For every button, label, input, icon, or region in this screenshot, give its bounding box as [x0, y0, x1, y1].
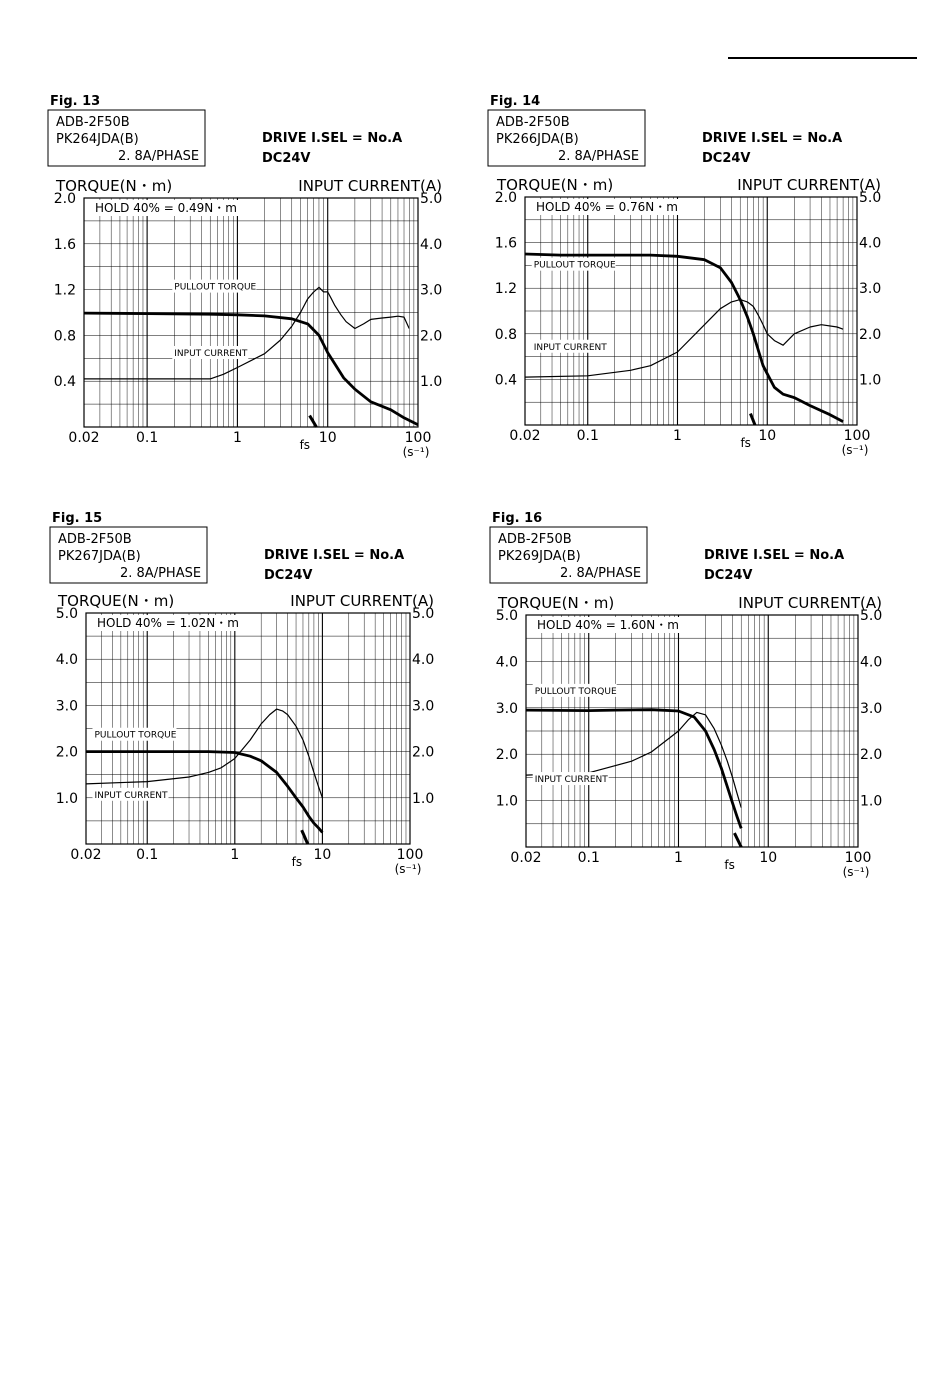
- model-line-part: PK264JDA(B): [56, 132, 139, 147]
- x-tick: 0.02: [509, 428, 541, 444]
- x-tick: 0.02: [68, 430, 100, 446]
- model-line-part: PK266JDA(B): [496, 132, 579, 147]
- y-tick-right: 5.0: [420, 191, 443, 207]
- x-tick: 10: [758, 428, 777, 444]
- supply-voltage: DC24V: [264, 568, 313, 583]
- drive-setting: DRIVE I.SEL = No.A: [702, 131, 843, 146]
- input-current-label: INPUT CURRENT: [94, 790, 168, 801]
- axis-title-current: INPUT CURRENT(A): [738, 594, 882, 612]
- y-tick-right: 1.0: [412, 790, 435, 807]
- y-tick-left: 1.0: [55, 790, 78, 807]
- y-tick-left: 3.0: [55, 698, 78, 715]
- y-tick-left: 3.0: [495, 700, 518, 717]
- x-tick: 10: [759, 850, 778, 866]
- model-line-series: ADB-2F50B: [496, 115, 570, 130]
- fs-label: fs: [291, 855, 303, 869]
- y-tick-right: 3.0: [412, 698, 435, 715]
- y-tick-left: 0.8: [53, 328, 76, 345]
- supply-voltage: DC24V: [704, 568, 753, 583]
- x-unit-label: (s⁻¹): [394, 862, 422, 876]
- y-tick-right: 1.0: [860, 793, 883, 810]
- x-tick: 1: [674, 850, 683, 866]
- model-line-series: ADB-2F50B: [498, 532, 572, 547]
- fs-label: fs: [299, 438, 311, 452]
- drive-setting: DRIVE I.SEL = No.A: [264, 548, 405, 563]
- x-tick: 10: [318, 430, 337, 446]
- hold-torque-label: HOLD 40% = 0.49N・m: [95, 201, 237, 215]
- figure-label: Fig. 16: [492, 511, 543, 526]
- axis-title-current: INPUT CURRENT(A): [737, 176, 881, 194]
- x-tick: 10: [313, 847, 332, 863]
- y-tick-right: 5.0: [860, 608, 883, 624]
- x-tick: 0.1: [576, 428, 599, 444]
- figure-label: Fig. 15: [52, 511, 103, 526]
- input-current-label: INPUT CURRENT: [174, 349, 248, 360]
- x-tick: 1: [232, 430, 242, 446]
- model-line-part: PK267JDA(B): [58, 549, 141, 564]
- x-unit-label: (s⁻¹): [842, 865, 870, 879]
- y-tick-left: 4.0: [55, 652, 78, 669]
- y-tick-left: 2.0: [495, 747, 518, 764]
- fs-label: fs: [724, 858, 735, 872]
- axis-title-torque: TORQUE(N・m): [497, 176, 614, 194]
- axis-title-torque: TORQUE(N・m): [56, 177, 173, 195]
- y-tick-left: 2.0: [53, 191, 76, 207]
- input-current-label: INPUT CURRENT: [533, 342, 607, 353]
- x-tick: 0.02: [70, 847, 102, 863]
- pullout-torque-label: PULLOUT TORQUE: [533, 260, 616, 271]
- model-line-phase: 2. 8A/PHASE: [120, 566, 202, 581]
- x-tick: 0.1: [136, 847, 159, 863]
- x-tick: 100: [843, 428, 871, 444]
- y-tick-right: 2.0: [860, 747, 883, 764]
- y-tick-left: 4.0: [495, 654, 518, 671]
- x-tick: 100: [404, 430, 432, 446]
- y-tick-left: 5.0: [55, 606, 78, 622]
- x-tick: 1: [230, 847, 240, 863]
- y-tick-right: 5.0: [412, 606, 435, 622]
- x-tick: 0.1: [577, 850, 600, 866]
- fs-label: fs: [740, 436, 751, 450]
- y-tick-right: 1.0: [420, 374, 443, 391]
- y-tick-left: 1.6: [53, 236, 76, 253]
- y-tick-right: 3.0: [859, 281, 882, 298]
- x-unit-label: (s⁻¹): [402, 445, 430, 459]
- y-tick-left: 1.0: [495, 793, 518, 810]
- y-tick-left: 5.0: [495, 608, 518, 624]
- model-line-part: PK269JDA(B): [498, 549, 581, 564]
- y-tick-right: 4.0: [412, 652, 435, 669]
- model-line-series: ADB-2F50B: [58, 532, 132, 547]
- y-tick-left: 1.2: [494, 281, 517, 298]
- drive-setting: DRIVE I.SEL = No.A: [704, 548, 845, 563]
- model-line-phase: 2. 8A/PHASE: [558, 149, 640, 164]
- x-unit-label: (s⁻¹): [841, 443, 869, 457]
- y-tick-left: 0.4: [494, 372, 517, 389]
- x-tick: 0.02: [510, 850, 542, 866]
- x-tick: 100: [396, 847, 424, 863]
- x-tick: 0.1: [135, 430, 159, 446]
- model-line-phase: 2. 8A/PHASE: [118, 149, 200, 164]
- y-tick-right: 3.0: [860, 700, 883, 717]
- hold-torque-label: HOLD 40% = 0.76N・m: [536, 200, 678, 214]
- y-tick-right: 2.0: [412, 744, 435, 761]
- y-tick-right: 4.0: [859, 235, 882, 252]
- axis-title-current: INPUT CURRENT(A): [290, 592, 434, 610]
- y-tick-right: 3.0: [420, 282, 443, 299]
- y-tick-right: 2.0: [420, 328, 443, 345]
- x-tick: 100: [844, 850, 872, 866]
- supply-voltage: DC24V: [702, 151, 751, 166]
- hold-torque-label: HOLD 40% = 1.60N・m: [537, 618, 679, 632]
- y-tick-right: 4.0: [420, 236, 443, 253]
- y-tick-right: 2.0: [859, 326, 882, 343]
- figure-label: Fig. 14: [490, 94, 541, 109]
- y-tick-right: 4.0: [860, 654, 883, 671]
- supply-voltage: DC24V: [262, 151, 311, 166]
- y-tick-left: 1.2: [53, 282, 76, 299]
- model-line-phase: 2. 8A/PHASE: [560, 566, 642, 581]
- pullout-torque-label: PULLOUT TORQUE: [534, 686, 617, 697]
- axis-title-torque: TORQUE(N・m): [498, 594, 615, 612]
- axis-title-current: INPUT CURRENT(A): [298, 177, 442, 195]
- x-tick: 1: [673, 428, 682, 444]
- y-tick-left: 0.8: [494, 326, 517, 343]
- y-tick-right: 1.0: [859, 372, 882, 389]
- y-tick-left: 1.6: [494, 235, 517, 252]
- figure-label: Fig. 13: [50, 94, 101, 109]
- y-tick-left: 0.4: [53, 374, 76, 391]
- model-line-series: ADB-2F50B: [56, 115, 130, 130]
- pullout-torque-label: PULLOUT TORQUE: [174, 282, 257, 293]
- hold-torque-label: HOLD 40% = 1.02N・m: [97, 616, 239, 630]
- axis-title-torque: TORQUE(N・m): [58, 592, 175, 610]
- drive-setting: DRIVE I.SEL = No.A: [262, 131, 403, 146]
- input-current-label: INPUT CURRENT: [534, 775, 608, 786]
- y-tick-right: 5.0: [859, 190, 882, 206]
- y-tick-left: 2.0: [55, 744, 78, 761]
- pullout-torque-label: PULLOUT TORQUE: [94, 730, 177, 741]
- y-tick-left: 2.0: [494, 190, 517, 206]
